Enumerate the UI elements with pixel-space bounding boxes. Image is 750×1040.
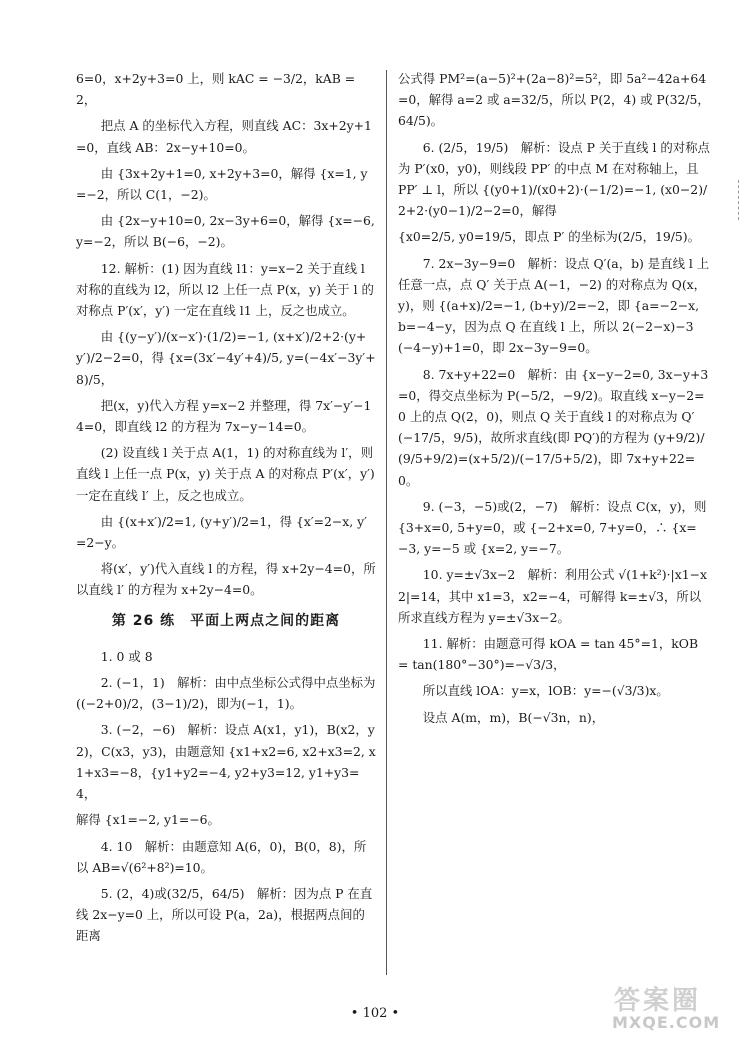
answer-paragraph: 4. 10 解析：由题意知 A(6，0)，B(0，8)，所以 AB=√(6²+8²)=10。 (76, 838, 367, 875)
answer-paragraph: 6=0，x+2y+3=0 上，则 kAC = −3/2，kAB = 2， (76, 71, 356, 108)
answer-paragraph: 由 {(x+x′)/2=1, (y+y′)/2=1，得 {x′=2−x, y′=2−y。 (76, 513, 367, 551)
answer-paragraph: 7. 2x−3y−9=0 解析：设点 Q′(a，b) 是直线 l 上任意一点，点 Q′ 关于点 A(−1，−2) 的对称点为 Q(x，y)，则 {(a+x)/2=−1, (b+y)/2=−2，即 {a=−2−x, b=−4−y，因为点 Q 在直线 l 上，所以 2(−2−x)−3(−4−y)+1=0，即 2x−3y−9=0。 (398, 255, 710, 356)
answer-paragraph: 2. (−1，1) 解析：由中点坐标公式得中点坐标为((−2+0)/2，(3−1)/2)，即为(−1，1)。 (76, 675, 376, 712)
answer-paragraph: 将(x′，y′)代入直线 l 的方程，得 x+2y−4=0，所以直线 l′ 的方程为 x+2y−4=0。 (76, 561, 376, 598)
watermark-logo (606, 980, 736, 1036)
answer-paragraph: 由 {3x+2y+1=0, x+2y+3=0，解得 {x=1, y=−2，所以 C(1，−2)。 (76, 165, 368, 203)
binding-edge-mark (738, 180, 740, 220)
answer-paragraph: 把点 A 的坐标代入方程，则直线 AC：3x+2y+1=0，直线 AB：2x−y+10=0。 (76, 118, 372, 155)
section-heading: 第 26 练 平面上两点之间的距离 (111, 612, 341, 629)
answer-paragraph: 5. (2，4)或(32/5，64/5) 解析：因为点 P 在直线 2x−y=0 上，所以可设 P(a，2a)，根据两点间的距离 (76, 885, 373, 944)
answer-paragraph: 1. 0 或 8 (100, 648, 153, 664)
answer-paragraph: 把(x，y)代入方程 y=x−2 并整理，得 7x′−y′−14=0，即直线 l2 的方程为 7x−y−14=0。 (76, 397, 372, 435)
answer-paragraph: 解得 {x1=−2, y1=−6。 (76, 812, 220, 828)
answer-paragraph: 10. y=±√3x−2 解析：利用公式 √(1+k²)·|x1−x2|=14，其中 x1=3，x2=−4，可解得 k=±√3，所以所求直线方程为 y=±√3x−2。 (398, 567, 707, 625)
left-column (76, 68, 376, 988)
answer-paragraph: 公式得 PM²=(a−5)²+(2a−8)²=5²，即 5a²−42a+64=0，解得 a=2 或 a=32/5，所以 P(2，4) 或 P(32/5，64/5)。 (398, 71, 710, 129)
answer-paragraph: 8. 7x+y+22=0 解析：由 {x−y−2=0, 3x−y+3=0，得交点坐标为 P(−5/2，−9/2)。取直线 x−y−2=0 上的点 Q(2，0)，则点 Q 关于直线 l 的对称点为 Q′(−17/5，9/5)，故所求直线(即 PQ′)的方程为 (y+9/2)/(9/5+9/2)=(x+5/2)/(−17/5+5/2)，即 7x+y+22=0。 (398, 366, 709, 488)
answer-paragraph: (2) 设直线 l 关于点 A(1，1) 的对称直线为 l′，则直线 l 上任一点 P(x，y) 关于点 A 的对称点 P′(x′，y′) 一定在直线 l′ 上，反之也成立。 (76, 445, 375, 503)
answer-paragraph: 设点 A(m，m)，B(−√3n，n)， (422, 709, 605, 725)
answer-paragraph: 3. (−2，−6) 解析：设点 A(x1，y1)，B(x2，y2)，C(x3，y3)，由题意知 {x1+x2=6, x2+x3=2, x1+x3=−8，{y1+y2=−4, y2+y3=12, y1+y3=4， (76, 722, 376, 802)
answer-paragraph: 12. 解析：(1) 因为直线 l1：y=x−2 关于直线 l 对称的直线为 l2，所以 l2 上任一点 P(x，y) 关于 l 的对称点 P′(x′，y′) 一定在直线 l1 上，反之也成立。 (76, 260, 374, 319)
page-number: • 102 • (350, 1006, 400, 1021)
column-divider (386, 70, 387, 975)
answer-paragraph: 9. (−3，−5)或(2，−7) 解析：设点 C(x，y)，则 {3+x=0, 5+y=0，或 {−2+x=0, 7+y=0，∴ {x=−3, y=−5 或 {x=2, y=−7。 (398, 498, 707, 557)
right-column (398, 68, 710, 988)
answer-paragraph: 6. (2/5，19/5) 解析：设点 P 关于直线 l 的对称点为 P′(x0，y0)，则线段 PP′ 的中点 M 在对称轴上，且 PP′ ⊥ l，所以 {(y0+1)/(x0+2)·(−1/2)=−1, (x0−2)/2+2·(y0−1)/2−2=0，解得 (398, 139, 710, 219)
answer-paragraph: {x0=2/5, y0=19/5，即点 P′ 的坐标为(2/5，19/5)。 (398, 229, 701, 245)
answer-paragraph: 11. 解析：由题意可得 kOA = tan 45°=1，kOB = tan(180°−30°)=−√3/3， (398, 636, 699, 673)
answer-paragraph: 所以直线 lOA：y=x，lOB：y=−(√3/3)x。 (422, 683, 669, 699)
watermark-text: 答案圈 (614, 986, 702, 1016)
answer-paragraph: 由 {2x−y+10=0, 2x−3y+6=0，解得 {x=−6, y=−2，所以 B(−6，−2)。 (76, 213, 375, 250)
watermark-url: MXQE.COM (612, 1013, 721, 1032)
answer-paragraph: 由 {(y−y′)/(x−x′)·(1/2)=−1, (x+x′)/2+2·(y+y′)/2−2=0，得 {x=(3x′−4y′+4)/5, y=(−4x′−3y′+8)/5， (76, 329, 376, 387)
